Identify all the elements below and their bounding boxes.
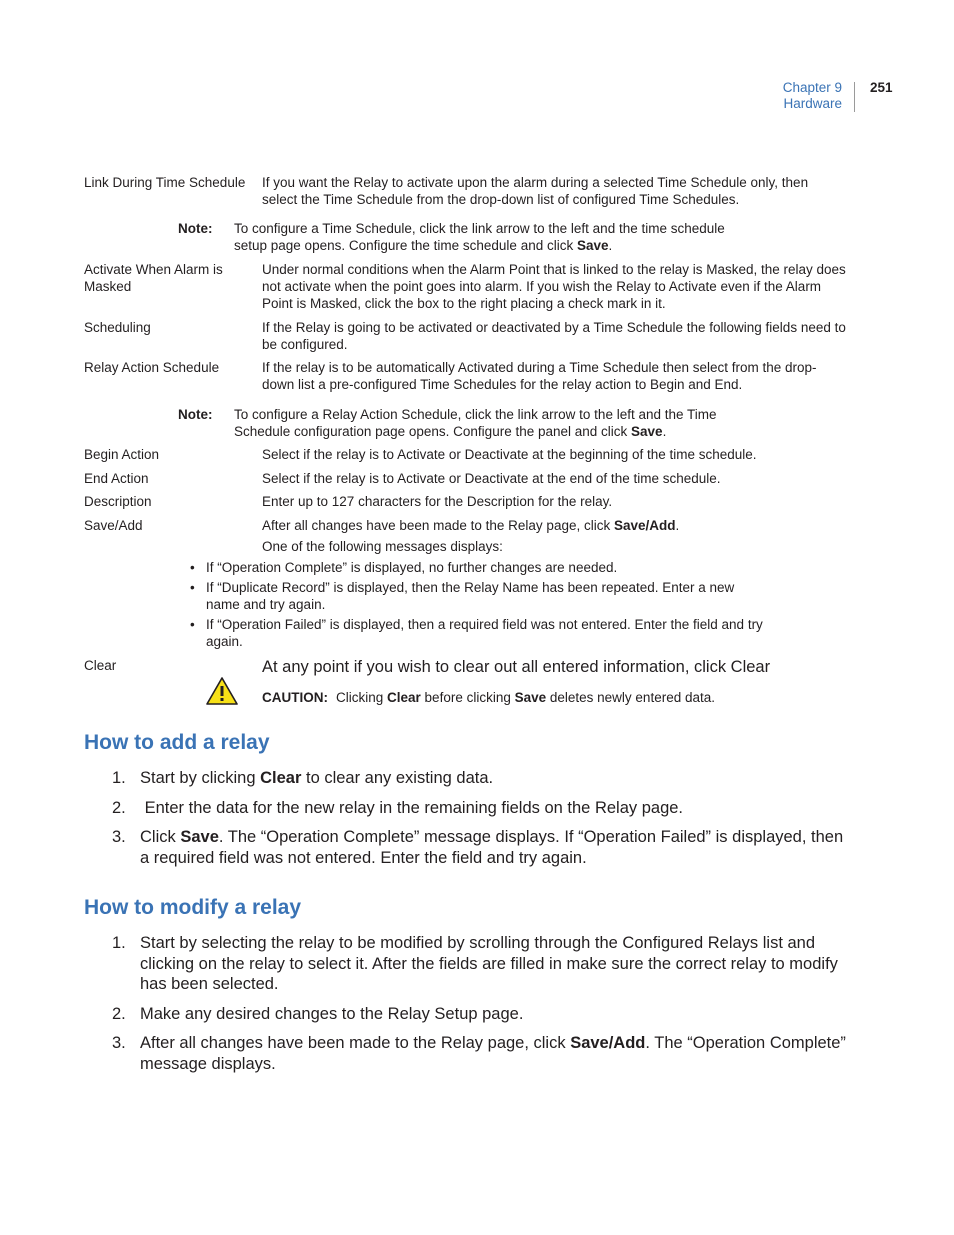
caution-note <box>262 689 715 706</box>
field-term: Relay Action Schedule <box>84 360 220 375</box>
header-divider <box>854 82 855 112</box>
field-term: Save/Add <box>84 518 143 533</box>
section-label: Hardware <box>783 96 842 111</box>
step-text-end: to clear any existing data. <box>301 769 494 787</box>
note-bold: Save <box>576 238 609 253</box>
note-bold: Save <box>631 424 663 439</box>
message-text: If “Duplicate Record” is displayed, then the Relay Name has been repeated. Enter a new name and try again. <box>206 580 735 612</box>
list-item <box>178 616 768 650</box>
step-number: 1. <box>112 934 126 952</box>
caution-bold: Save <box>514 690 547 705</box>
step-text-end: . The “Operation Complete” message displays. If “Operation Failed” is displayed, then a required field was not entered. Enter the field and try again. <box>140 828 844 867</box>
messages-intro: One of the following messages displays: <box>262 539 503 554</box>
field-description: Select if the relay is to Activate or Deactivate at the beginning of the time schedule. <box>262 447 757 462</box>
list-item <box>84 798 854 819</box>
section-heading-add: How to add a relay <box>84 731 270 754</box>
page-number: 251 <box>870 80 893 95</box>
list-item <box>178 579 768 613</box>
running-header <box>783 80 842 112</box>
caution-bold: Clear <box>387 690 421 705</box>
field-term: Activate When Alarm is Masked <box>84 262 223 294</box>
step-number: 3. <box>112 828 126 846</box>
field-description: At any point if you wish to clear out all entered information, click Clear <box>262 658 771 676</box>
field-description <box>262 517 846 534</box>
step-text: Enter the data for the new relay in the remaining fields on the Relay page. <box>140 798 684 817</box>
field-term: Description <box>84 494 152 509</box>
desc-bold: Save/Add <box>613 518 676 533</box>
note-text <box>234 220 754 254</box>
caution-text: before clicking <box>420 690 515 705</box>
step-number: 2. <box>112 1004 126 1023</box>
step-bold: Save/Add <box>570 1034 646 1052</box>
note-label: Note: <box>178 407 213 422</box>
bullet-icon: • <box>190 580 195 595</box>
field-description: If the Relay is going to be activated or deactivated by a Time Schedule the following fields need to be configured. <box>262 320 846 352</box>
add-steps-list <box>84 768 854 877</box>
step-text-end: . The “Operation Complete” message displays. <box>140 1034 846 1073</box>
list-item <box>84 768 854 789</box>
note-text-end: . <box>662 424 667 439</box>
step-text: Make any desired changes to the Relay Setup page. <box>140 1004 524 1023</box>
note-label: Note: <box>178 221 213 236</box>
bullet-icon: • <box>190 617 195 632</box>
field-description: If you want the Relay to activate upon the alarm during a selected Time Schedule only, then select the Time Schedule from the drop-down list of configured Time Schedules. <box>262 175 809 207</box>
field-term: Begin Action <box>84 447 160 462</box>
step-text: Start by selecting the relay to be modified by scrolling through the Configured Relays list and clicking on the relay to select it. After the fields are filled in make sure the correct relay to modify has been selected. <box>140 934 838 993</box>
desc-text: After all changes have been made to the Relay page, click <box>262 518 614 533</box>
desc-text-end: . <box>675 518 680 533</box>
step-text: After all changes have been made to the Relay page, click <box>140 1034 571 1052</box>
step-bold: Save <box>180 828 219 846</box>
field-term: Clear <box>84 658 117 673</box>
field-term: End Action <box>84 471 149 486</box>
step-number: 2. <box>112 798 126 817</box>
modify-steps-list <box>84 933 854 1083</box>
message-text: If “Operation Failed” is displayed, then a required field was not entered. Enter the field and try again. <box>206 617 763 649</box>
warning-triangle-icon <box>206 677 238 705</box>
step-text: Click <box>140 828 181 846</box>
note-text-part: To configure a Relay Action Schedule, click the link arrow to the left and the Time Schedule configuration page opens. Configure the panel and click <box>234 407 717 439</box>
step-number: 1. <box>112 769 126 787</box>
section-heading-modify: How to modify a relay <box>84 896 302 919</box>
caution-text: Clicking <box>336 690 388 705</box>
note-text <box>234 406 754 440</box>
list-item <box>84 827 854 868</box>
list-item <box>178 559 768 576</box>
step-text: Start by clicking <box>140 769 261 787</box>
note-text-part: To configure a Time Schedule, click the link arrow to the left and the time schedule setup page opens. Configure the time schedule and click <box>234 221 725 253</box>
list-item <box>84 1033 854 1074</box>
field-term: Scheduling <box>84 320 151 335</box>
list-item <box>84 933 854 995</box>
field-term: Link During Time Schedule <box>84 175 246 190</box>
list-item <box>84 1004 854 1025</box>
note-text-end: . <box>608 238 613 253</box>
caution-text: deletes newly entered data. <box>546 690 715 705</box>
bullet-icon: • <box>190 560 195 575</box>
messages-list <box>178 559 768 653</box>
field-description: If the relay is to be automatically Activated during a Time Schedule then select from the drop-down list a pre-configured Time Schedules for the relay action to Begin and End. <box>262 360 817 392</box>
chapter-label: Chapter 9 <box>782 80 842 95</box>
step-number: 3. <box>112 1034 126 1052</box>
field-description: Enter up to 127 characters for the Description for the relay. <box>262 494 613 509</box>
caution-label: CAUTION: <box>262 690 328 705</box>
field-description: Under normal conditions when the Alarm Point that is linked to the relay is Masked, the relay does not activate when the point goes into alarm. If you wish the Relay to Activate even if the Alarm Point is Masked, click the box to the right placing a check mark in it. <box>262 262 846 311</box>
field-description: Select if the relay is to Activate or Deactivate at the end of the time schedule. <box>262 471 721 486</box>
step-bold: Clear <box>260 769 302 787</box>
message-text: If “Operation Complete” is displayed, no further changes are needed. <box>206 560 618 575</box>
